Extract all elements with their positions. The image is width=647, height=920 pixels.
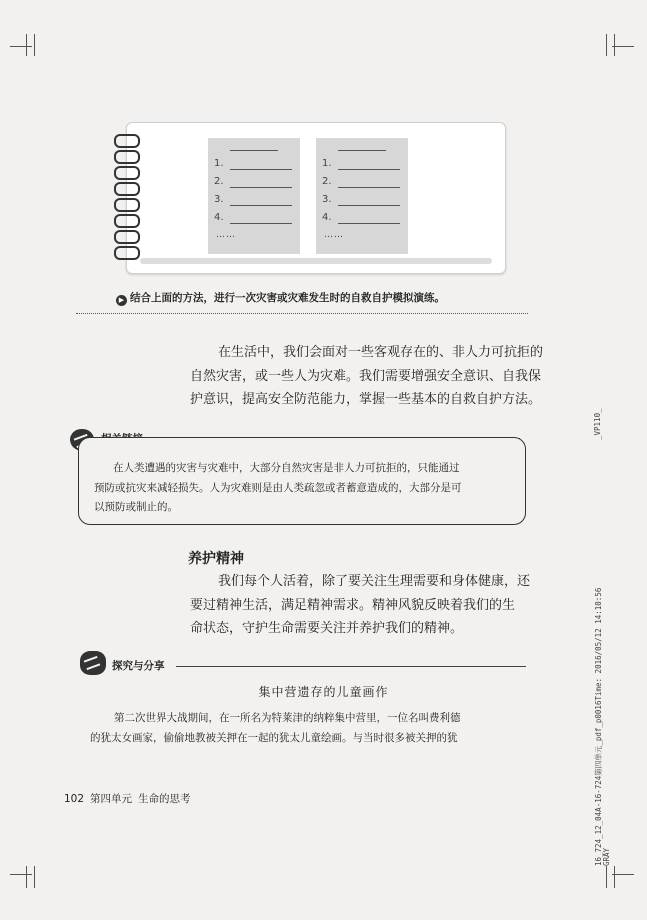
spiral-ring bbox=[114, 182, 140, 196]
dotted-divider bbox=[76, 313, 528, 314]
explore-share-title: 探究与分享 bbox=[112, 660, 165, 672]
related-links-line: 预防或抗灾来减轻损失。人为灾难则是由人类疏忽或者蓄意造成的，大部分是可 bbox=[94, 482, 462, 494]
card-blank-line bbox=[230, 223, 292, 224]
crop-mark-bottom-right-2 bbox=[614, 866, 615, 888]
crop-mark-bottom-left-3 bbox=[10, 874, 32, 875]
card-header-line bbox=[230, 150, 278, 151]
intro-line: 在生活中，我们会面对一些客观存在的、非人力可抗拒的 bbox=[218, 345, 544, 360]
card-item: 2. bbox=[214, 176, 224, 187]
spiral-ring bbox=[114, 134, 140, 148]
crop-mark-top-right-2 bbox=[614, 34, 615, 56]
section-heading: 养护精神 bbox=[188, 551, 244, 567]
crop-mark-bottom-right-3 bbox=[612, 874, 634, 875]
page-number: 102 bbox=[64, 793, 85, 805]
crop-mark-top-right bbox=[606, 34, 607, 56]
card-blank-line bbox=[230, 187, 292, 188]
related-links-line: 以预防或制止的。 bbox=[94, 501, 178, 513]
play-bullet-icon: ▶ bbox=[116, 295, 127, 306]
spiral-ring bbox=[114, 246, 140, 260]
crop-mark-top-left-2 bbox=[34, 34, 35, 56]
print-gray-label: GRAY bbox=[602, 847, 611, 866]
card-item: 4. bbox=[214, 212, 224, 223]
spirit-line: 要过精神生活，满足精神需求。精神风貌反映着我们的生 bbox=[190, 598, 516, 613]
card-blank-line bbox=[230, 169, 292, 170]
note-card-left bbox=[208, 138, 300, 254]
card-item: 2. bbox=[322, 176, 332, 187]
intro-line: 护意识，提高安全防范能力，掌握一些基本的自救自护方法。 bbox=[190, 392, 542, 407]
card-ellipsis: …… bbox=[216, 230, 236, 240]
card-blank-line bbox=[230, 205, 292, 206]
spirit-line: 我们每个人活着，除了要关注生理需要和身体健康，还 bbox=[218, 574, 531, 589]
crop-mark-bottom-left-2 bbox=[34, 866, 35, 888]
card-item: 4. bbox=[322, 212, 332, 223]
crop-mark-top-left bbox=[26, 34, 27, 56]
instruction-text: 结合上面的方法，进行一次灾害或灾难发生时的自救自护模拟演练。 bbox=[130, 292, 445, 304]
unit-title: 生命的思考 bbox=[138, 793, 191, 805]
card-header-line bbox=[338, 150, 386, 151]
card-ellipsis: …… bbox=[324, 230, 344, 240]
crop-mark-top-left-3 bbox=[10, 46, 32, 47]
activity-instruction bbox=[116, 290, 536, 306]
spiral-ring bbox=[114, 166, 140, 180]
spirit-line: 命状态，守护生命需要关注并养护我们的精神。 bbox=[190, 621, 464, 636]
intro-line: 自然灾害，或一些人为灾难。我们需要增强安全意识、自我保 bbox=[190, 369, 542, 384]
card-blank-line bbox=[338, 187, 400, 188]
notebook-shadow bbox=[140, 258, 492, 264]
story-line: 的犹太女画家，偷偷地教被关押在一起的犹太儿童绘画。与当时很多被关押的犹 bbox=[90, 732, 458, 744]
section-rule bbox=[176, 666, 526, 667]
crop-mark-bottom-left bbox=[26, 866, 27, 888]
card-blank-line bbox=[338, 205, 400, 206]
print-timestamp: 16_724_12_04A-16-724第四单元_pdf_p0016Time: 2016/05/12 14:10:56 bbox=[594, 587, 603, 866]
card-blank-line bbox=[338, 169, 400, 170]
note-card-right bbox=[316, 138, 408, 254]
print-code-top: _VP110_ bbox=[593, 408, 602, 440]
page-footer bbox=[64, 791, 197, 806]
card-item: 1. bbox=[214, 158, 224, 169]
spiral-ring bbox=[114, 230, 140, 244]
story-line: 第二次世界大战期间，在一所名为特莱津的纳粹集中营里，一位名叫费利德 bbox=[114, 712, 461, 724]
spiral-ring bbox=[114, 198, 140, 212]
card-item: 1. bbox=[322, 158, 332, 169]
card-blank-line bbox=[338, 223, 400, 224]
related-links-line: 在人类遭遇的灾害与灾难中，大部分自然灾害是非人力可抗拒的，只能通过 bbox=[113, 462, 460, 474]
crop-mark-bottom-right bbox=[606, 866, 607, 888]
card-item: 3. bbox=[322, 194, 332, 205]
unit-label: 第四单元 bbox=[90, 793, 133, 805]
explore-icon bbox=[80, 651, 106, 675]
spiral-ring bbox=[114, 150, 140, 164]
story-title: 集中营遗存的儿童画作 bbox=[258, 685, 389, 699]
card-item: 3. bbox=[214, 194, 224, 205]
spiral-ring bbox=[114, 214, 140, 228]
crop-mark-top-right-3 bbox=[612, 46, 634, 47]
